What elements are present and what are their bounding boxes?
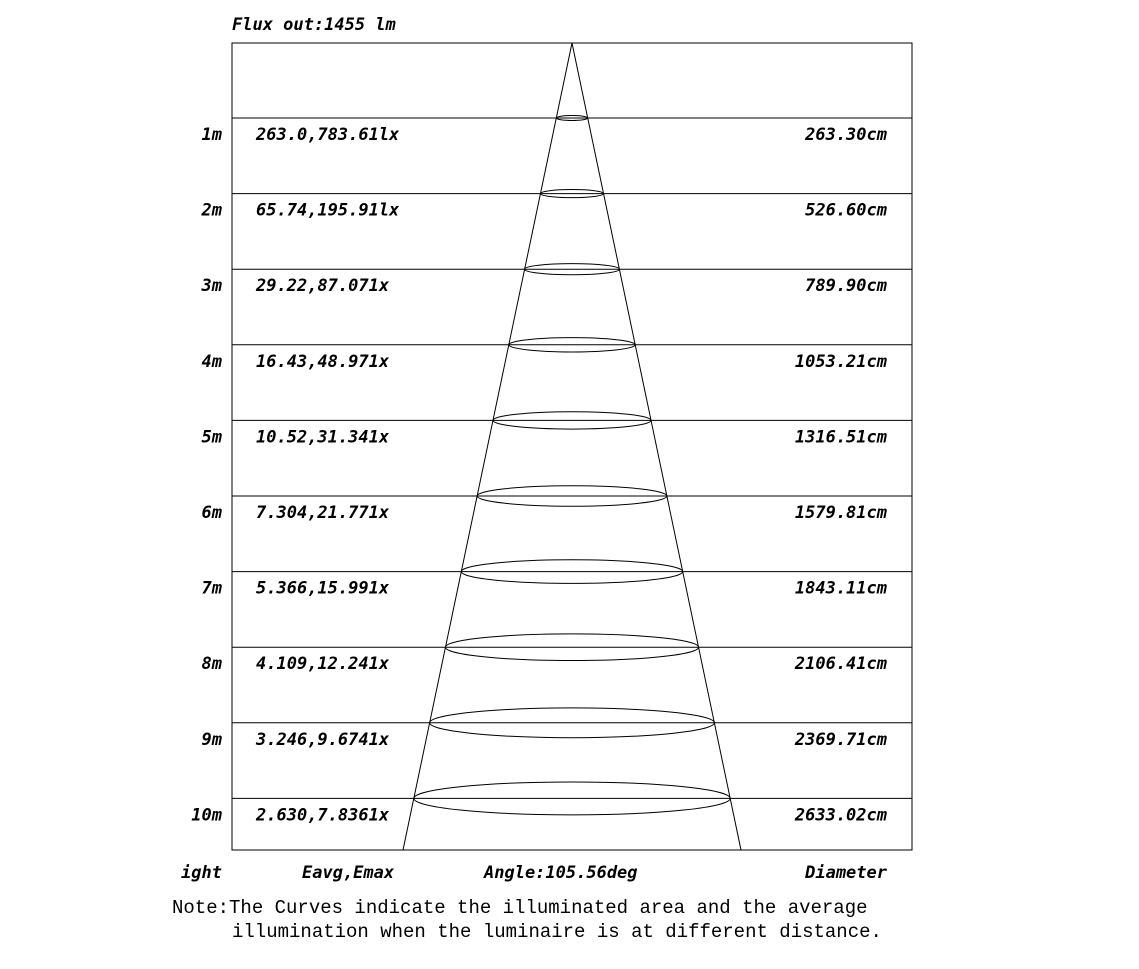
height-value: 5m: [201, 427, 222, 448]
illuminance-value: 3.246,9.6741x: [256, 729, 390, 750]
height-value: 6m: [201, 503, 222, 523]
illuminance-value: 263.0,783.61lx: [256, 125, 400, 145]
illuminance-value: 7.304,21.771x: [256, 503, 390, 523]
illuminance-value: 5.366,15.991x: [256, 578, 390, 599]
illuminance-value: 29.22,87.071x: [256, 276, 390, 297]
cone-left-edge: [403, 43, 572, 850]
diameter-value: 526.60cm: [805, 200, 887, 221]
flux-out-label: Flux out:1455 lm: [232, 15, 396, 35]
light-cone: [403, 43, 741, 850]
height-value: 10m: [191, 805, 222, 826]
height-value: 4m: [201, 351, 222, 372]
illuminance-value: 10.52,31.341x: [256, 427, 390, 448]
cone-right-edge: [572, 43, 741, 850]
height-value: 1m: [201, 125, 222, 145]
note-line-1: Note:The Curves indicate the illuminated area and the average: [172, 897, 868, 919]
diameter-value: 1843.11cm: [794, 578, 887, 599]
height-value: 7m: [201, 578, 222, 599]
height-axis-label: ight: [181, 863, 222, 883]
illuminance-value: 65.74,195.91lx: [256, 200, 400, 221]
diameter-value: 263.30cm: [805, 125, 887, 145]
row-labels: [191, 125, 887, 825]
height-value: 3m: [201, 276, 222, 297]
beam-angle-label: Angle:105.56deg: [484, 863, 638, 883]
note-line-2: illumination when the luminaire is at different distance.: [232, 921, 882, 943]
height-value: 2m: [201, 200, 222, 221]
illuminance-value: 2.630,7.8361x: [256, 805, 390, 826]
diameter-axis-label: Diameter: [805, 863, 887, 883]
height-value: 8m: [201, 654, 222, 675]
diameter-value: 2106.41cm: [794, 654, 887, 675]
diameter-value: 2633.02cm: [794, 805, 887, 826]
illuminance-value: 16.43,48.971x: [256, 351, 390, 372]
illuminance-axis-label: Eavg,Emax: [302, 863, 395, 883]
height-value: 9m: [201, 729, 222, 750]
diameter-value: 2369.71cm: [794, 729, 887, 750]
diameter-value: 789.90cm: [805, 276, 887, 297]
diameter-value: 1053.21cm: [794, 351, 887, 372]
illuminance-value: 4.109,12.241x: [256, 654, 390, 675]
diameter-value: 1316.51cm: [794, 427, 887, 448]
diameter-value: 1579.81cm: [794, 503, 887, 523]
